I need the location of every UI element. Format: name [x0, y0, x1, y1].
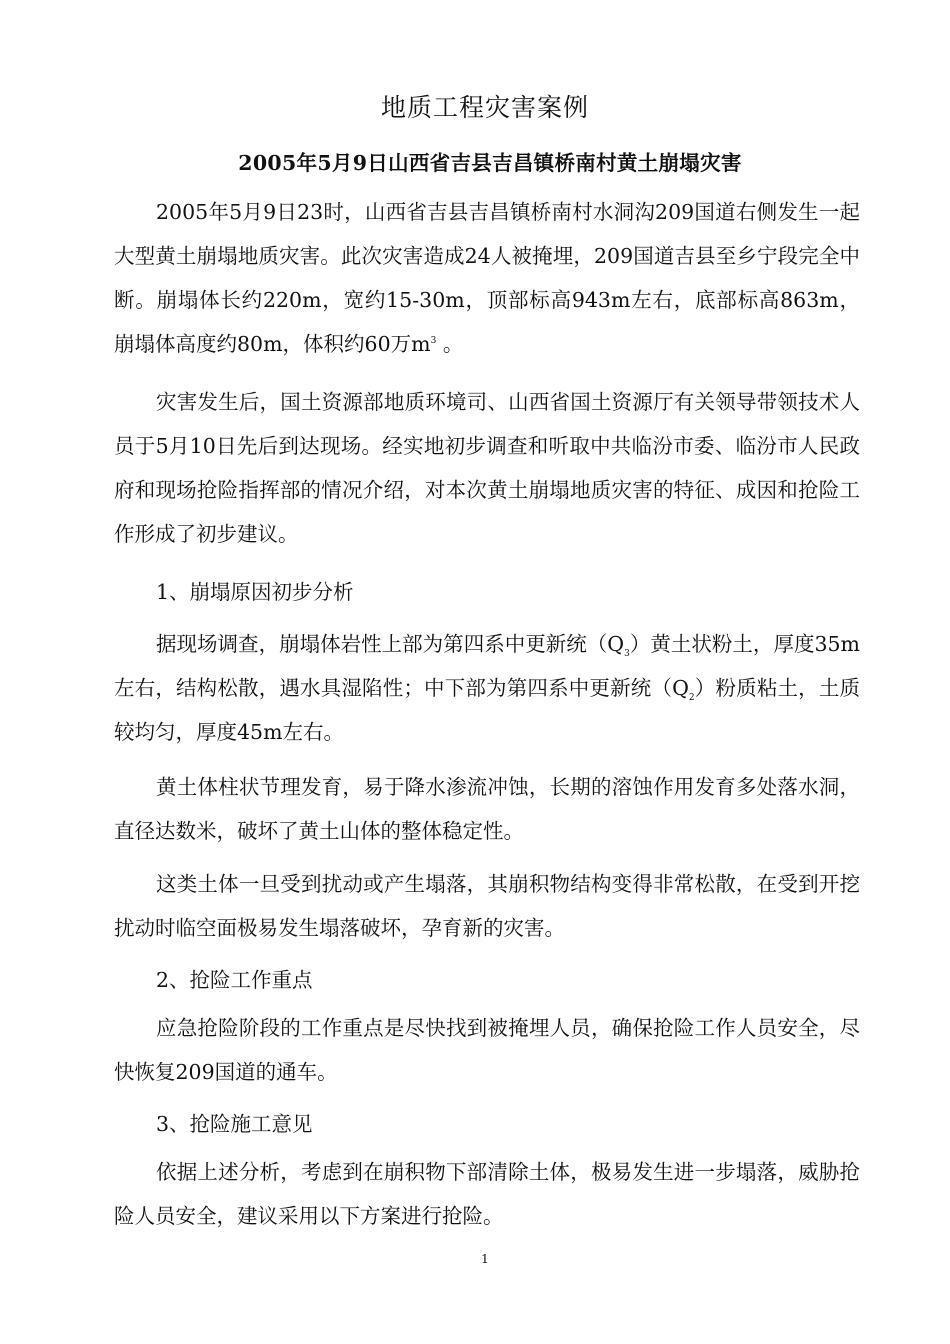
heading-cause-analysis: 1、崩塌原因初步分析	[156, 580, 354, 604]
document-subtitle: 2005年5月9日山西省吉县吉昌镇桥南村黄土崩塌灾害	[238, 151, 742, 175]
superscript: 3	[430, 336, 437, 347]
paragraph-end: 。	[436, 332, 464, 356]
paragraph-disturbance: 这类土体一旦受到扰动或产生塌落，其崩积物结构变得非常松散，在受到开挖扰动时临空面极易发生塌落破坏，孕育新的灾害。	[114, 872, 860, 940]
paragraph-text: ）粉质粘土，土质较均匀，厚度45m左右。	[114, 676, 861, 744]
paragraph-response: 灾害发生后，国土资源部地质环境司、山西省国土资源厅有关领导带领技术人员于5月10日先后到达现场。经实地初步调查和听取中共临汾市委、临汾市人民政府和现场抢险指挥部的情况介绍，对本次黄土崩塌地质灾害的特征、成因和抢险工作形成了初步建议。	[114, 390, 860, 546]
paragraph-loess-joints: 黄土体柱状节理发育，易于降水渗流冲蚀，长期的溶蚀作用发育多处落水洞，直径达数米，破坏了黄土山体的整体稳定性。	[114, 775, 860, 843]
paragraph-text: ）黄土状粉土，厚度35m左右，结构松散，遇水具湿陷性；中下部为第四系中更新统（Q	[114, 632, 860, 700]
paragraph-text: 据现场调查，崩塌体岩性上部为第四系中更新统（Q	[156, 632, 625, 656]
paragraph-rescue-focus: 应急抢险阶段的工作重点是尽快找到被掩埋人员，确保抢险工作人员安全，尽快恢复209国道的通车。	[114, 1016, 860, 1084]
page-number: 1	[481, 1252, 489, 1266]
paragraph-geology	[114, 622, 860, 754]
paragraph-construction-advice: 依据上述分析，考虑到在崩积物下部清除土体，极易发生进一步塌落，威胁抢险人员安全，建议采用以下方案进行抢险。	[114, 1160, 860, 1228]
subscript: 2	[688, 693, 695, 704]
document-title: 地质工程灾害案例	[380, 93, 589, 122]
subscript: 3	[624, 649, 630, 660]
paragraph-text: 2005年5月9日23时，山西省吉县吉昌镇桥南村水洞沟209国道右侧发生一起大型黄土崩塌地质灾害。此次灾害造成24人被掩埋，209国道吉县至乡宁段完全中断。崩塌体长约220m，宽约15-30m，顶部标高943m左右，底部标高863m，崩塌体高度约80m，体积约60万m	[114, 200, 860, 356]
paragraph-overview	[114, 190, 860, 366]
heading-construction-advice: 3、抢险施工意见	[156, 1112, 313, 1136]
heading-rescue-focus: 2、抢险工作重点	[156, 968, 313, 992]
